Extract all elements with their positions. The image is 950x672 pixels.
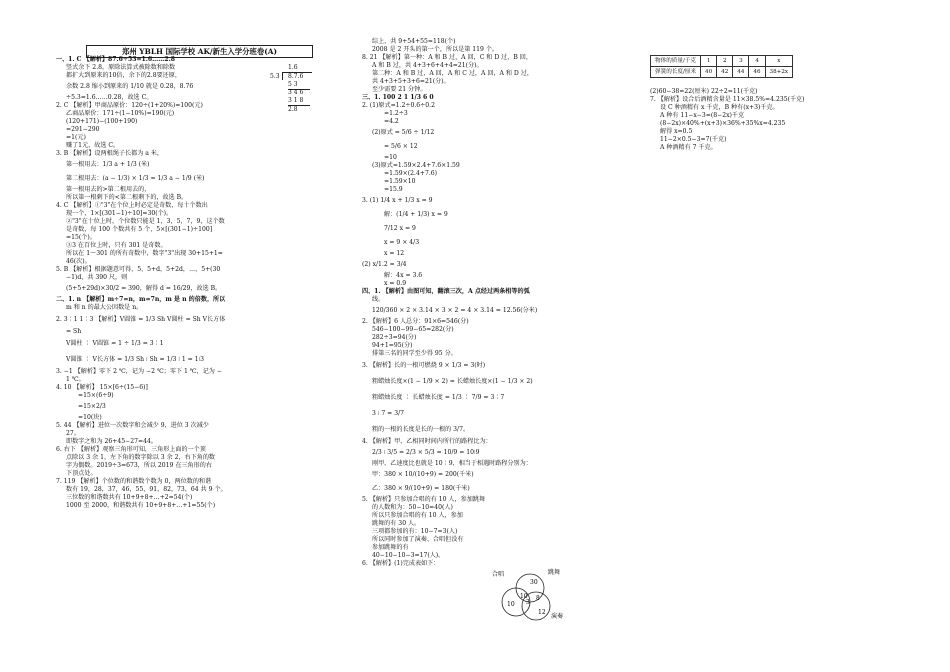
- answer-line: (120+171)−(100+190): [66, 118, 138, 125]
- venn-value: 30: [530, 579, 538, 586]
- venn-label-perform: 演奏: [551, 613, 564, 620]
- page-title: 郑州 YBLH 国际学校 AK/新生入学分班卷(A): [86, 45, 313, 58]
- answer-line: 3. B 【解析】设两根绳子长都为 a 米，: [56, 150, 163, 157]
- answer-line: ③3 在百位上时，只有 301 是奇数。: [66, 242, 167, 249]
- answer-line: = Sh: [66, 328, 82, 335]
- answer-line: 2. 3∶1 1∶3 【解析】V圆锥 = 1/3 Sh V圆柱 = Sh V长方体: [56, 316, 226, 323]
- answer-line: 粗蜡烛长度 ∶ 长蜡烛长度 = 1/3 ∶ 7/9 = 3∶7: [372, 394, 505, 401]
- division-row: 5 3: [288, 81, 298, 88]
- answer-line: (2) x/1.2 = 3/4: [362, 261, 407, 268]
- answer-line: 共 4+3+5+3+6=21(分)。: [372, 78, 450, 85]
- answer-line: 线。: [372, 296, 385, 303]
- answer-line: 所以只参加合唱的有 10 人，参加: [372, 512, 463, 519]
- answer-line: (2)60−38=22(厘米) 22÷2=11(千克): [650, 88, 758, 95]
- answer-line: =10: [384, 154, 397, 161]
- answer-line: 5. B 【解析】根据题意可得，5，5+d，5+2d，…，5+(30: [56, 266, 221, 273]
- answer-line: 排第三名的同学至少得 95 分。: [372, 350, 457, 357]
- answer-line: (8−2x)×40%+(x+3)×36%+35%x=4.235: [660, 120, 786, 127]
- venn-label-dance: 跳舞: [548, 569, 561, 576]
- venn-value: 10: [507, 601, 515, 608]
- table-cell: 44: [733, 67, 749, 78]
- division-dividend: 8.7.6: [288, 73, 304, 80]
- answer-line: 所以第一根剩下的<第二根剩下的，故选 B。: [66, 194, 188, 201]
- table-cell: 46: [749, 67, 765, 78]
- answer-line: 一、1. C 【解析】87.6÷53=1.6……2.8: [56, 56, 175, 63]
- answer-line: 3 ∶ 7 = 3/7: [372, 410, 405, 417]
- table-cell: 1: [701, 56, 717, 67]
- answer-line: 11−2×0.5−3=7(千克): [660, 136, 727, 143]
- answer-line: (5+5+29d)×30/2 = 390，解得 d = 16/29，故选 B。: [66, 285, 222, 292]
- division-row: 3 1 8: [288, 97, 304, 104]
- answer-line: 6. 【解析】(1)完成表如下：: [362, 560, 440, 567]
- answer-line: =291−290: [66, 126, 100, 133]
- mass-spring-table: [650, 55, 793, 78]
- answer-line: 282÷3=94(分): [372, 334, 417, 341]
- answer-line: 乙商品原价：171÷(1−10%)=190(元): [66, 110, 175, 117]
- division-quotient: 1.6: [288, 64, 298, 71]
- answer-line: 2/3 ∶ 3/5 = 2/3 × 5/3 = 10/9 = 10∶9: [372, 449, 480, 456]
- answer-line: = 5/6 × 12: [384, 143, 418, 150]
- answer-line: 8. 21 【解析】第一种：A 和 B 过，A 回，C 和 D 过，B 回，: [362, 54, 532, 61]
- answer-line: 解得 x=0.5: [660, 128, 693, 135]
- table-cell: 40: [701, 67, 717, 78]
- division-divisor: 5.3: [270, 73, 280, 80]
- answer-line: m 和 n 的最大公因数是 n。: [66, 304, 143, 311]
- answer-line: 所以同时参加了演奏、合唱但没有: [372, 536, 464, 543]
- answer-line: =4.2: [384, 118, 399, 125]
- answer-line: 至少需要 21 分钟。: [372, 86, 427, 93]
- table-cell: 物体的质量/千克: [651, 56, 701, 67]
- table-cell: 42: [717, 67, 733, 78]
- answer-line: 三项都参加的有：10−7=3(人): [372, 528, 458, 535]
- answer-line: =10(块): [78, 414, 102, 421]
- answer-line: 赚了1元，故选 C。: [66, 142, 120, 149]
- answer-line: (2)原式 = 5/6 ÷ 1/12: [372, 129, 435, 136]
- division-row: 2.8: [288, 106, 298, 113]
- answer-line: A 种酒精有 7 千克。: [660, 144, 717, 151]
- answer-line: A 种有 11−x−3=(8−2x)千克: [660, 112, 745, 119]
- answer-line: 3. (1) 1/4 x + 1/3 x = 9: [362, 197, 433, 204]
- answer-line: 第二根用去：(a − 1/3) × 1/3 = 1/3 a − 1/9 (米): [66, 175, 205, 182]
- answer-line: 粗的一根的长度是长的一根的 3/7。: [372, 426, 470, 433]
- answer-line: =1.2÷3: [384, 110, 408, 117]
- table-cell: 3: [733, 56, 749, 67]
- answer-line: 94+1=95(分): [372, 342, 413, 349]
- table-row: [651, 56, 793, 67]
- answer-line: 7/12 x = 9: [384, 225, 416, 232]
- answer-line: 27。: [66, 430, 80, 437]
- answer-line: 的人数和为：50−10=40(人): [372, 504, 453, 511]
- answer-line: 6. 右下 【解析】观察三角形可知，三角形上面的一个顶: [56, 446, 206, 453]
- answer-line: 第一根用去的>第二根用去的，: [66, 186, 151, 193]
- answer-line: 跳舞的有 30 人。: [372, 520, 421, 527]
- answer-line: =1(元): [66, 134, 86, 141]
- answer-line: =15×2/3: [78, 403, 106, 410]
- answer-line: 现一个，1×[(301−1)÷10]=30(个)。: [66, 210, 173, 217]
- answer-column-2: [362, 38, 612, 568]
- venn-value: 8: [536, 595, 540, 602]
- answer-line: 乙：380 × 9/(10+9) = 180(千米): [372, 485, 470, 492]
- answer-column-3: [650, 88, 855, 152]
- answer-line: 2. 【解析】6 人总分：91×6=546(分): [362, 318, 469, 325]
- answer-line: 是奇数，每 100 个数共有 5 个，5×[(301−1)÷100]: [66, 226, 213, 233]
- answer-line: 所以在 1～301 的所有奇数中，数字"3"出现 30+15+1=: [66, 250, 223, 257]
- answer-line: 综上，共 9+54+55=118(个): [372, 38, 456, 45]
- answer-line: =15×(6÷9): [78, 392, 114, 399]
- answer-line: =1.59×(2.4+7.6): [384, 170, 438, 177]
- answer-line: A 和 B 过，共 4+3+6+4+4=21(分)。: [372, 62, 483, 69]
- table-cell: 4: [749, 56, 765, 67]
- answer-line: 5. 【解析】只参加合唱的有 10 人，参加跳舞: [362, 496, 485, 503]
- venn-value: 10: [520, 593, 528, 600]
- answer-line: 2008 是 2 开头的第一个，所以是第 119 个。: [372, 46, 499, 53]
- answer-line: 解：(1/4 + 1/3) x = 9: [384, 211, 448, 218]
- answer-line: 数有 19，28，37，46，55，91，82，73，64 共 9 个。: [66, 486, 227, 493]
- answer-line: 粗蜡烛长度×(1 − 1/9 × 2) = 长蜡烛长度×(1 − 1/3 × 2): [372, 378, 533, 385]
- answer-line: 设 C 种酒精有 x 千克，B 种有(x+3)千克。: [660, 104, 779, 111]
- venn-diagram: [490, 566, 564, 626]
- answer-line: 7. 119 【解析】个位数的和谐数个数为 0，两位数的和谐: [56, 478, 212, 485]
- table-row: [651, 67, 793, 78]
- answer-line: 刚甲、乙速度比也就是 10∶9，相当于相遇时路程分别为：: [372, 460, 532, 467]
- answer-line: 第一根用去：1/3 a + 1/3 (米): [66, 161, 150, 168]
- answer-line: x = 9 × 4/3: [384, 239, 420, 246]
- answer-line: 竖式余下 2.8，原除法算式被除数和除数: [66, 64, 176, 71]
- answer-line: ②"3"在十位上时，个位数只能是 1，3，5，7，9，这个数: [66, 218, 225, 225]
- answer-line: 4. C 【解析】①"3"在个位上时必定是奇数，每十个数出: [56, 202, 208, 209]
- answer-line: ÷5.3=1.6……0.28，故选 C。: [66, 94, 153, 101]
- answer-line: 甲：380 × 10/(10+9) = 200(千米): [372, 471, 474, 478]
- answer-line: 三、1. 100 2 1 1/3 6 0: [362, 94, 434, 101]
- venn-label-chorus: 合唱: [492, 571, 505, 578]
- venn-value: 3: [526, 599, 530, 606]
- answer-line: 四、1. 【解析】由图可知，翻滚三次，A 点经过两条相等的弧: [362, 288, 530, 295]
- division-row: 3 4 6: [288, 89, 304, 96]
- answer-line: 1 ℃。: [66, 376, 85, 383]
- table-cell: 38+2x: [765, 67, 793, 78]
- answer-column-1: [56, 56, 318, 510]
- answer-line: 三位数的和谐数共有 10+9+8+…+2=54(个): [66, 494, 193, 501]
- answer-line: 点除以 3 余 1，左下角的数字除以 3 余 2，右下角的数: [66, 454, 216, 461]
- answer-line: 3. −1 【解析】零下 2 ℃，记为 −2 ℃；零下 1 ℃，记为 −: [56, 368, 222, 375]
- table-cell: 2: [717, 56, 733, 67]
- answer-line: 2. (1)原式=1.2÷0.6÷0.2: [362, 102, 435, 109]
- answer-line: 余数 2.8 缩小到原来的 1/10 就是 0.28，8.76: [66, 83, 194, 90]
- answer-line: 下顶点处。: [66, 470, 97, 477]
- answer-line: x = 12: [384, 250, 405, 257]
- table-cell: 弹簧的长度/厘米: [651, 67, 701, 78]
- answer-line: (3)原式=1.59×2.4+7.6×1.59: [372, 162, 460, 169]
- answer-line: V圆锥 ∶ V长方体 = 1/3 Sh ∶ Sh = 1/3 ∶ 1 = 1∶3: [66, 356, 205, 363]
- answer-line: 参加跳舞的有: [372, 544, 409, 551]
- answer-line: 46(次)。: [66, 258, 91, 265]
- answer-line: 即数字之和为 26+45−27=44。: [66, 438, 157, 445]
- answer-line: 第二种：A 和 B 过，A 回，A 和 C 过，A 回，A 和 D 过，: [372, 70, 533, 77]
- answer-line: 7. 【解析】设合后酒精含量是 11×38.5%=4.235(千克): [650, 96, 805, 103]
- answer-line: 都扩大到原来的10倍，余下的2.8要还原，: [66, 72, 181, 79]
- answer-line: 二、1. n 【解析】m÷7=n，m=7n，m 是 n 的倍数，所以: [56, 296, 226, 303]
- answer-line: 4. 10 【解析】 15×[6÷(15−6)]: [56, 384, 148, 391]
- answer-line: x = 0.9: [384, 280, 407, 287]
- answer-line: 3. 【解析】长的一根可燃烧 9 × 1/3 = 3(时): [362, 362, 486, 369]
- answer-line: 546−100−99−65=282(分): [372, 326, 454, 333]
- answer-line: =15(个)。: [66, 234, 96, 241]
- answer-line: =1.59×10: [384, 178, 416, 185]
- answer-line: 字为偶数。2019÷3=673，所以 2019 在三角形的右: [66, 462, 212, 469]
- answer-line: 4. 【解析】甲、乙相同时间内所行的路程比为：: [362, 438, 492, 445]
- answer-line: 5. 44 【解析】进位一次数字和会减少 9，进位 3 次减少: [56, 422, 209, 429]
- table-cell: x: [765, 56, 793, 67]
- answer-line: 1000 至 2000，和谐数共有 10+9+8+…+1=55(个): [66, 502, 216, 509]
- answer-line: 120/360 × 2 × 3.14 × 3 × 2 = 4 × 3.14 = 12.56(分米): [372, 307, 538, 314]
- venn-value: 12: [538, 609, 546, 616]
- answer-line: =15.9: [384, 186, 403, 193]
- answer-line: 40−10−10−3=17(人)。: [372, 552, 445, 559]
- answer-line: −1)d，共 390 尺，则: [66, 274, 128, 281]
- answer-line: 2. C 【解析】甲商品原价：120÷(1+20%)=100(元): [56, 102, 203, 109]
- answer-line: 解：4x = 3.6: [384, 272, 423, 279]
- answer-line: V圆柱 ∶ V圆锥 = 1 ÷ 1/3 = 3∶1: [66, 340, 164, 347]
